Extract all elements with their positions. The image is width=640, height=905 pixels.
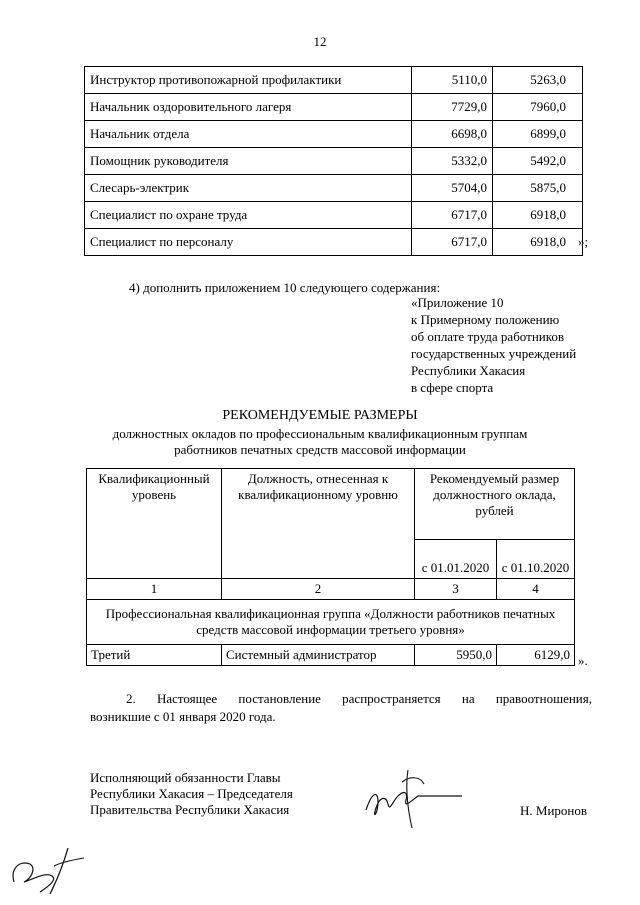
- signer-name: Н. Миронов: [520, 803, 587, 818]
- cell-salary-2: 6899,0: [493, 121, 583, 148]
- header-recommended-salary: Рекомендуемый размер должностного оклада, рублей: [415, 469, 575, 540]
- qualification-group-title: Профессиональная квалификационная группа «Должности работников печатных средств массовой информации третьего уровня»: [87, 600, 575, 645]
- cell-position: Системный администратор: [222, 645, 415, 666]
- cell-salary-1: 6717,0: [412, 229, 493, 256]
- cell-salary-1: 7729,0: [412, 94, 493, 121]
- official-title-line: Исполняющий обязанности Главы: [90, 770, 281, 785]
- table-row: [85, 121, 583, 148]
- appendix-line: «Приложение 10: [411, 295, 504, 310]
- cell-salary-2: 5875,0: [493, 175, 583, 202]
- official-title-line: Республики Хакасия – Председателя: [90, 786, 293, 801]
- table-row: [85, 175, 583, 202]
- header-date-1: с 01.01.2020: [415, 540, 497, 579]
- table-row: [85, 148, 583, 175]
- cell-position: Начальник отдела: [85, 121, 412, 148]
- cell-salary-1: 6717,0: [412, 202, 493, 229]
- appendix-block: [411, 294, 576, 396]
- appendix-line: государственных учреждений: [411, 346, 577, 361]
- appendix-line: в сфере спорта: [411, 380, 494, 395]
- official-title-block: [90, 770, 293, 818]
- item-4-text: 4) дополнить приложением 10 следующего содержания:: [129, 280, 441, 295]
- header-position: Должность, отнесенная к квалификационному уровню: [222, 469, 415, 579]
- cell-salary-2: 7960,0: [493, 94, 583, 121]
- official-title-line: Правительства Республики Хакасия: [90, 802, 290, 817]
- cell-salary-1: 5704,0: [412, 175, 493, 202]
- closing-quote-top: »;: [578, 234, 589, 249]
- appendix-line: об оплате труда работников: [411, 329, 565, 344]
- handwritten-signature: [362, 762, 472, 832]
- cell-level: Третий: [87, 645, 222, 666]
- table-row: [85, 229, 583, 256]
- handwritten-mark: [6, 842, 96, 897]
- cell-position: Помощник руководителя: [85, 148, 412, 175]
- section-subheading-line-2: работников печатных средств массовой информации: [174, 442, 466, 457]
- salary-table-media: [86, 468, 575, 666]
- closing-quote-media: ».: [578, 653, 588, 668]
- table-row: [85, 94, 583, 121]
- page-number: 12: [313, 34, 327, 49]
- cell-salary-1: 5110,0: [412, 67, 493, 94]
- cell-position: Начальник оздоровительного лагеря: [85, 94, 412, 121]
- cell-position: Специалист по персоналу: [85, 229, 412, 256]
- column-number: 3: [415, 579, 497, 600]
- section-heading: РЕКОМЕНДУЕМЫЕ РАЗМЕРЫ: [222, 408, 418, 423]
- column-number: 2: [222, 579, 415, 600]
- section-subheading-line-1: должностных окладов по профессиональным квалификационным группам: [112, 426, 528, 441]
- paragraph-2: [90, 690, 592, 726]
- header-qualification-level: Квалификационный уровень: [87, 469, 222, 579]
- cell-salary-2: 6918,0: [493, 229, 583, 256]
- cell-salary-2: 5263,0: [493, 67, 583, 94]
- cell-salary-2: 6918,0: [493, 202, 583, 229]
- column-number: 1: [87, 579, 222, 600]
- cell-salary-2: 6129,0: [497, 645, 575, 666]
- cell-position: Инструктор противопожарной профилактики: [85, 67, 412, 94]
- table-row: [85, 202, 583, 229]
- appendix-line: Республики Хакасия: [411, 363, 526, 378]
- appendix-line: к Примерному положению: [411, 312, 560, 327]
- cell-salary-1: 5950,0: [415, 645, 497, 666]
- salary-table-top: [84, 66, 583, 256]
- table-row: [85, 67, 583, 94]
- cell-salary-2: 5492,0: [493, 148, 583, 175]
- cell-position: Специалист по охране труда: [85, 202, 412, 229]
- column-number: 4: [497, 579, 575, 600]
- cell-position: Слесарь-электрик: [85, 175, 412, 202]
- header-date-2: с 01.10.2020: [497, 540, 575, 579]
- cell-salary-1: 5332,0: [412, 148, 493, 175]
- paragraph-2-line-2: возникшие с 01 января 2020 года.: [90, 709, 276, 724]
- paragraph-2-line-1: 2. Настоящее постановление распространяется на правоотношения,: [126, 691, 592, 706]
- cell-salary-1: 6698,0: [412, 121, 493, 148]
